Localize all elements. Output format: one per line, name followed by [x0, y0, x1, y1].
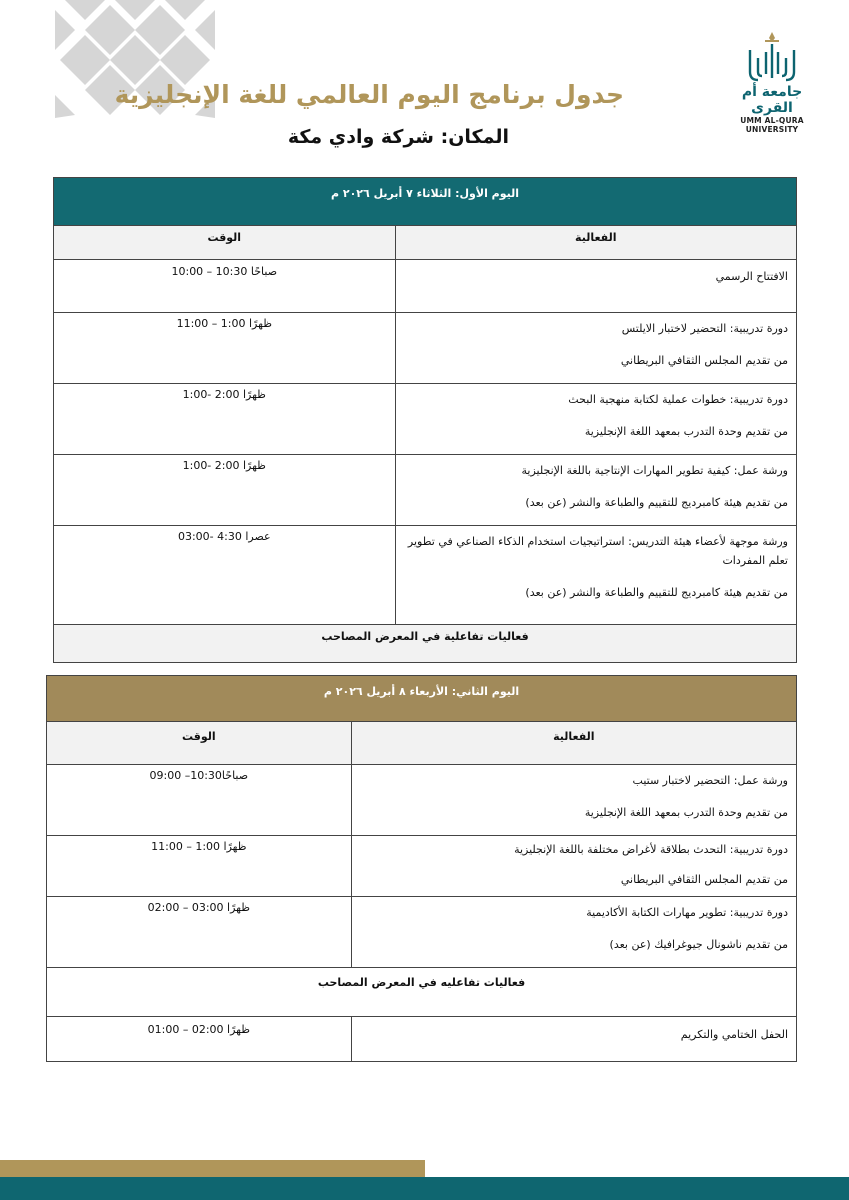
venue-label: المكان: شركة وادي مكة	[287, 126, 509, 148]
event-title: الحفل الختامي والتكريم	[680, 1028, 788, 1041]
event-time: 09:00 –10:30صباحًا	[149, 769, 249, 782]
event-time: 02:00 – 03:00 ظهرًا	[147, 901, 250, 914]
table-row	[54, 526, 797, 625]
event-time: 1:00- 2:00 ظهرًا	[182, 459, 266, 472]
day2-schedule-table	[46, 675, 797, 1062]
column-header-event: الفعالية	[351, 722, 796, 765]
table-row	[54, 455, 797, 526]
footer-gold-bar	[0, 1160, 425, 1177]
event-time: 11:00 – 1:00 ظهرًا	[176, 317, 272, 330]
event-presenter: من تقديم المجلس الثقافي البريطاني	[620, 873, 788, 886]
exhibit-note: فعاليات تفاعلية في المعرض المصاحب	[54, 625, 797, 663]
day1-schedule-table	[53, 177, 797, 663]
column-header-time: الوقت	[47, 722, 352, 765]
event-time: 1:00- 2:00 ظهرًا	[182, 388, 266, 401]
logo-arabic-text: جامعة أم القرى	[741, 84, 803, 116]
event-presenter: من تقديم ناشونال جيوغرافيك (عن بعد)	[609, 938, 788, 951]
event-presenter: من تقديم وحدة التدرب بمعهد اللغة الإنجليزية	[584, 806, 788, 819]
event-title: ورشة موجهة لأعضاء هيئة التدريس: استراتيجيات استخدام الذكاء الصناعي في تطوير تعلم المفردات	[407, 535, 788, 567]
event-title: الافتتاح الرسمي	[715, 270, 788, 283]
page-title: جدول برنامج اليوم العالمي للغة الإنجليزية	[114, 80, 624, 109]
event-presenter: من تقديم وحدة التدرب بمعهد اللغة الإنجليزية	[584, 425, 788, 438]
day2-heading: اليوم الثاني: الأربعاء ٨ أبريل ٢٠٢٦ م	[47, 676, 797, 722]
day1-column-header-row	[54, 226, 797, 260]
table-row	[47, 836, 797, 897]
table-row	[54, 384, 797, 455]
logo-english-text: UMM AL-QURA UNIVERSITY	[740, 116, 804, 134]
event-title: ورشة عمل: التحضير لاختبار ستيب	[632, 774, 788, 787]
table-row	[47, 765, 797, 836]
event-presenter: من تقديم هيئة كامبرديج للتقييم والطباعة والنشر (عن بعد)	[525, 496, 788, 509]
day2-heading-row	[47, 676, 797, 722]
event-title: دورة تدريبية: التحضير لاختبار الايلتس	[621, 322, 788, 335]
footer-teal-bar	[0, 1177, 849, 1200]
table-row	[47, 897, 797, 968]
column-header-event: الفعالية	[395, 226, 796, 260]
event-time: 03:00- 4:30 عصرا	[177, 530, 271, 543]
table-row	[47, 1017, 797, 1062]
event-title: دورة تدريبية: تطوير مهارات الكتابة الأكاديمية	[586, 906, 788, 919]
event-title: دورة تدريبية: التحدث بطلاقة لأغراض مختلفة باللغة الإنجليزية	[514, 843, 788, 856]
exhibit-note: فعاليات تفاعليه في المعرض المصاحب	[47, 968, 797, 1017]
table-row	[54, 313, 797, 384]
event-presenter: من تقديم هيئة كامبرديج للتقييم والطباعة والنشر (عن بعد)	[525, 586, 788, 599]
event-time: 11:00 – 1:00 ظهرًا	[151, 840, 247, 853]
event-time: 10:00 – 10:30 صباحًا	[171, 265, 278, 278]
table-row	[54, 625, 797, 663]
day2-column-header-row	[47, 722, 797, 765]
event-presenter: من تقديم المجلس الثقافي البريطاني	[620, 354, 788, 367]
table-row	[47, 968, 797, 1017]
event-time: 01:00 – 02:00 ظهرًا	[147, 1023, 250, 1036]
table-row	[54, 260, 797, 313]
logo-emblem-icon	[744, 30, 800, 82]
day1-heading: اليوم الأول: الثلاثاء ٧ أبريل ٢٠٢٦ م	[54, 178, 797, 226]
event-title: دورة تدريبية: خطوات عملية لكتابة منهجية البحث	[568, 393, 788, 406]
event-title: ورشة عمل: كيفية تطوير المهارات الإنتاجية باللغة الإنجليزية	[521, 464, 788, 477]
column-header-time: الوقت	[54, 226, 396, 260]
university-logo	[722, 30, 822, 134]
day1-heading-row	[54, 178, 797, 226]
